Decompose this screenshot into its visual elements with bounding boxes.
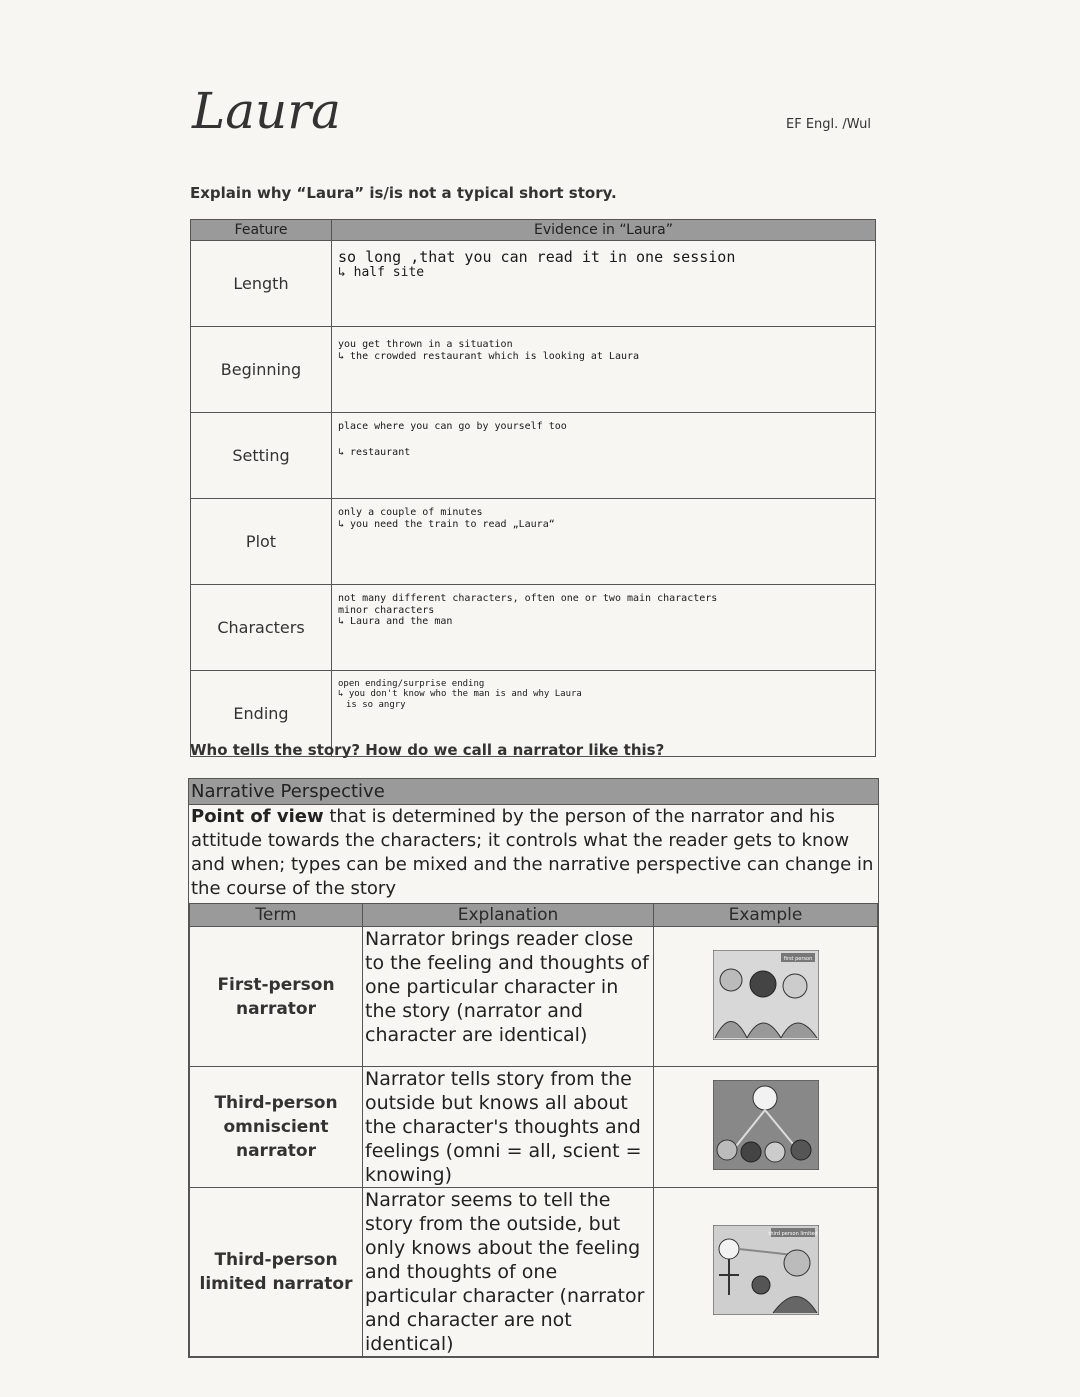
feature-header: Feature bbox=[191, 220, 332, 241]
explanation-cell: Narrator seems to tell the story from the outside, but only knows about the feeling and thoughts of one particular character (narrator and character are not identical) bbox=[363, 1188, 654, 1357]
evidence-text: place where you can go by yourself too ↳ restaurant bbox=[338, 421, 567, 458]
question-narrator: Who tells the story? How do we call a narrator like this? bbox=[190, 741, 665, 759]
evidence-header: Evidence in “Laura” bbox=[332, 220, 876, 241]
narrative-perspective-box bbox=[188, 778, 879, 1358]
table-row bbox=[190, 927, 878, 1067]
term-cell: Third-person omniscient narrator bbox=[190, 1067, 363, 1188]
term-cell: Third-person limited narrator bbox=[190, 1188, 363, 1357]
explanation-cell: Narrator brings reader close to the feeling and thoughts of one particular character in the story (narrator and character are identical) bbox=[363, 927, 654, 1067]
explanation-cell: Narrator tells story from the outside but knows all about the character's thoughts and feelings (omni = all, scient = knowing) bbox=[363, 1067, 654, 1188]
feature-label: Length bbox=[191, 241, 332, 327]
example-cell bbox=[654, 1188, 878, 1357]
example-header: Example bbox=[654, 904, 878, 927]
example-cell bbox=[654, 1067, 878, 1188]
table-row bbox=[191, 241, 876, 327]
term-header: Term bbox=[190, 904, 363, 927]
table-row bbox=[190, 1067, 878, 1188]
evidence-text: not many different characters, often one or two main characters minor characters ↳ Laura and the man bbox=[338, 593, 718, 627]
perspective-definition: Point of view that is determined by the person of the narrator and his attitude towards the characters; it controls what the reader gets to know and when; types can be mixed and the narrative perspective can change in the course of the story bbox=[191, 806, 874, 899]
evidence-text: open ending/surprise ending ↳ you don't know who the man is and why Laura is so angry bbox=[338, 679, 582, 710]
term-cell: First-person narrator bbox=[190, 927, 363, 1067]
omniscient-narrator-illustration-icon bbox=[713, 1080, 819, 1170]
explanation-header: Explanation bbox=[363, 904, 654, 927]
perspective-heading: Narrative Perspective bbox=[189, 779, 878, 805]
feature-label: Setting bbox=[191, 413, 332, 499]
question-short-story: Explain why “Laura” is/is not a typical short story. bbox=[190, 184, 617, 202]
feature-label: Characters bbox=[191, 585, 332, 671]
table-row bbox=[191, 327, 876, 413]
limited-narrator-illustration-icon bbox=[713, 1225, 819, 1315]
table-row bbox=[190, 1188, 878, 1357]
perspective-table bbox=[189, 903, 878, 1357]
evidence-text: so long ,that you can read it in one session ↳ half site bbox=[338, 248, 736, 281]
feature-label: Ending bbox=[191, 671, 332, 757]
first-person-illustration-icon bbox=[713, 950, 819, 1040]
table-row bbox=[191, 413, 876, 499]
feature-table bbox=[190, 219, 876, 757]
feature-label: Plot bbox=[191, 499, 332, 585]
page-title: Laura bbox=[192, 82, 341, 140]
evidence-text: only a couple of minutes ↳ you need the train to read „Laura“ bbox=[338, 507, 555, 530]
feature-label: Beginning bbox=[191, 327, 332, 413]
course-label: EF Engl. /Wul bbox=[786, 117, 872, 132]
svg-text:third person limited: third person limited bbox=[767, 1231, 818, 1237]
example-cell bbox=[654, 927, 878, 1067]
table-row bbox=[191, 499, 876, 585]
table-row bbox=[191, 585, 876, 671]
evidence-text: you get thrown in a situation ↳ the crowded restaurant which is looking at Laura bbox=[338, 339, 640, 362]
svg-text:first person: first person bbox=[783, 955, 812, 962]
